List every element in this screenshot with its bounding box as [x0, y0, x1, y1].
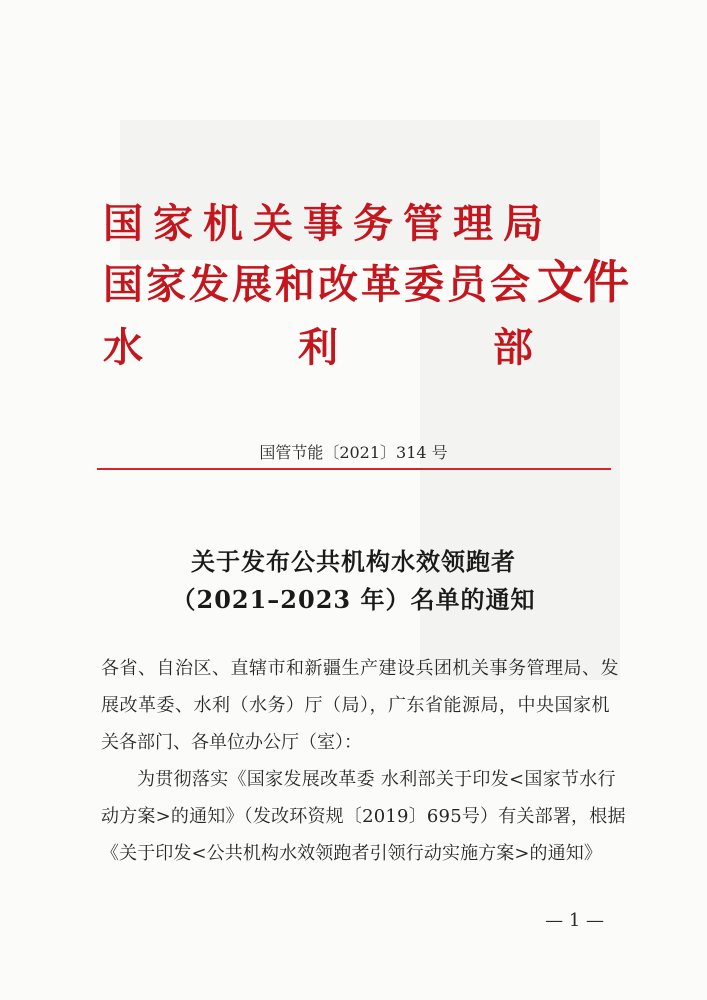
document-title-line-1: 关于发布公共机构水效领跑者	[191, 547, 516, 576]
issuer-slb	[103, 320, 533, 376]
document-number: 国管节能〔2021〕314 号	[259, 443, 448, 462]
body-line: 为贯彻落实《国家发展改革委 水利部关于印发<国家节水行	[137, 769, 616, 790]
document-title-line-2: （2021–2023 年）名单的通知	[171, 585, 536, 614]
body-line: 关各部门、各单位办公厅（室）：	[101, 732, 362, 753]
issuer-slb-char: 部	[493, 324, 533, 371]
document-suffix: 文件	[537, 255, 629, 309]
body-line: 展改革委、水利（水务）厅（局），广东省能源局，中央国家机	[101, 695, 610, 716]
issuer-slb-char: 水	[103, 324, 143, 371]
page-number: — 1 —	[545, 910, 604, 931]
issuer-fgw-name: 国家发展和改革委员会	[103, 261, 533, 308]
red-divider-line	[97, 468, 611, 470]
body-line: 各省、自治区、直辖市和新疆生产建设兵团机关事务管理局、发	[101, 658, 619, 679]
body-line: 动方案>的通知》（发改环资规〔2019〕695号）有关部署，根据	[101, 806, 626, 827]
issuer-fgw	[103, 254, 629, 310]
body-line: 《关于印发<公共机构水效领跑者引领行动实施方案>的通知》	[101, 843, 602, 864]
issuer-slb-char: 利	[298, 324, 338, 371]
issuer-ggjg: 国家机关事务管理局	[103, 200, 553, 247]
